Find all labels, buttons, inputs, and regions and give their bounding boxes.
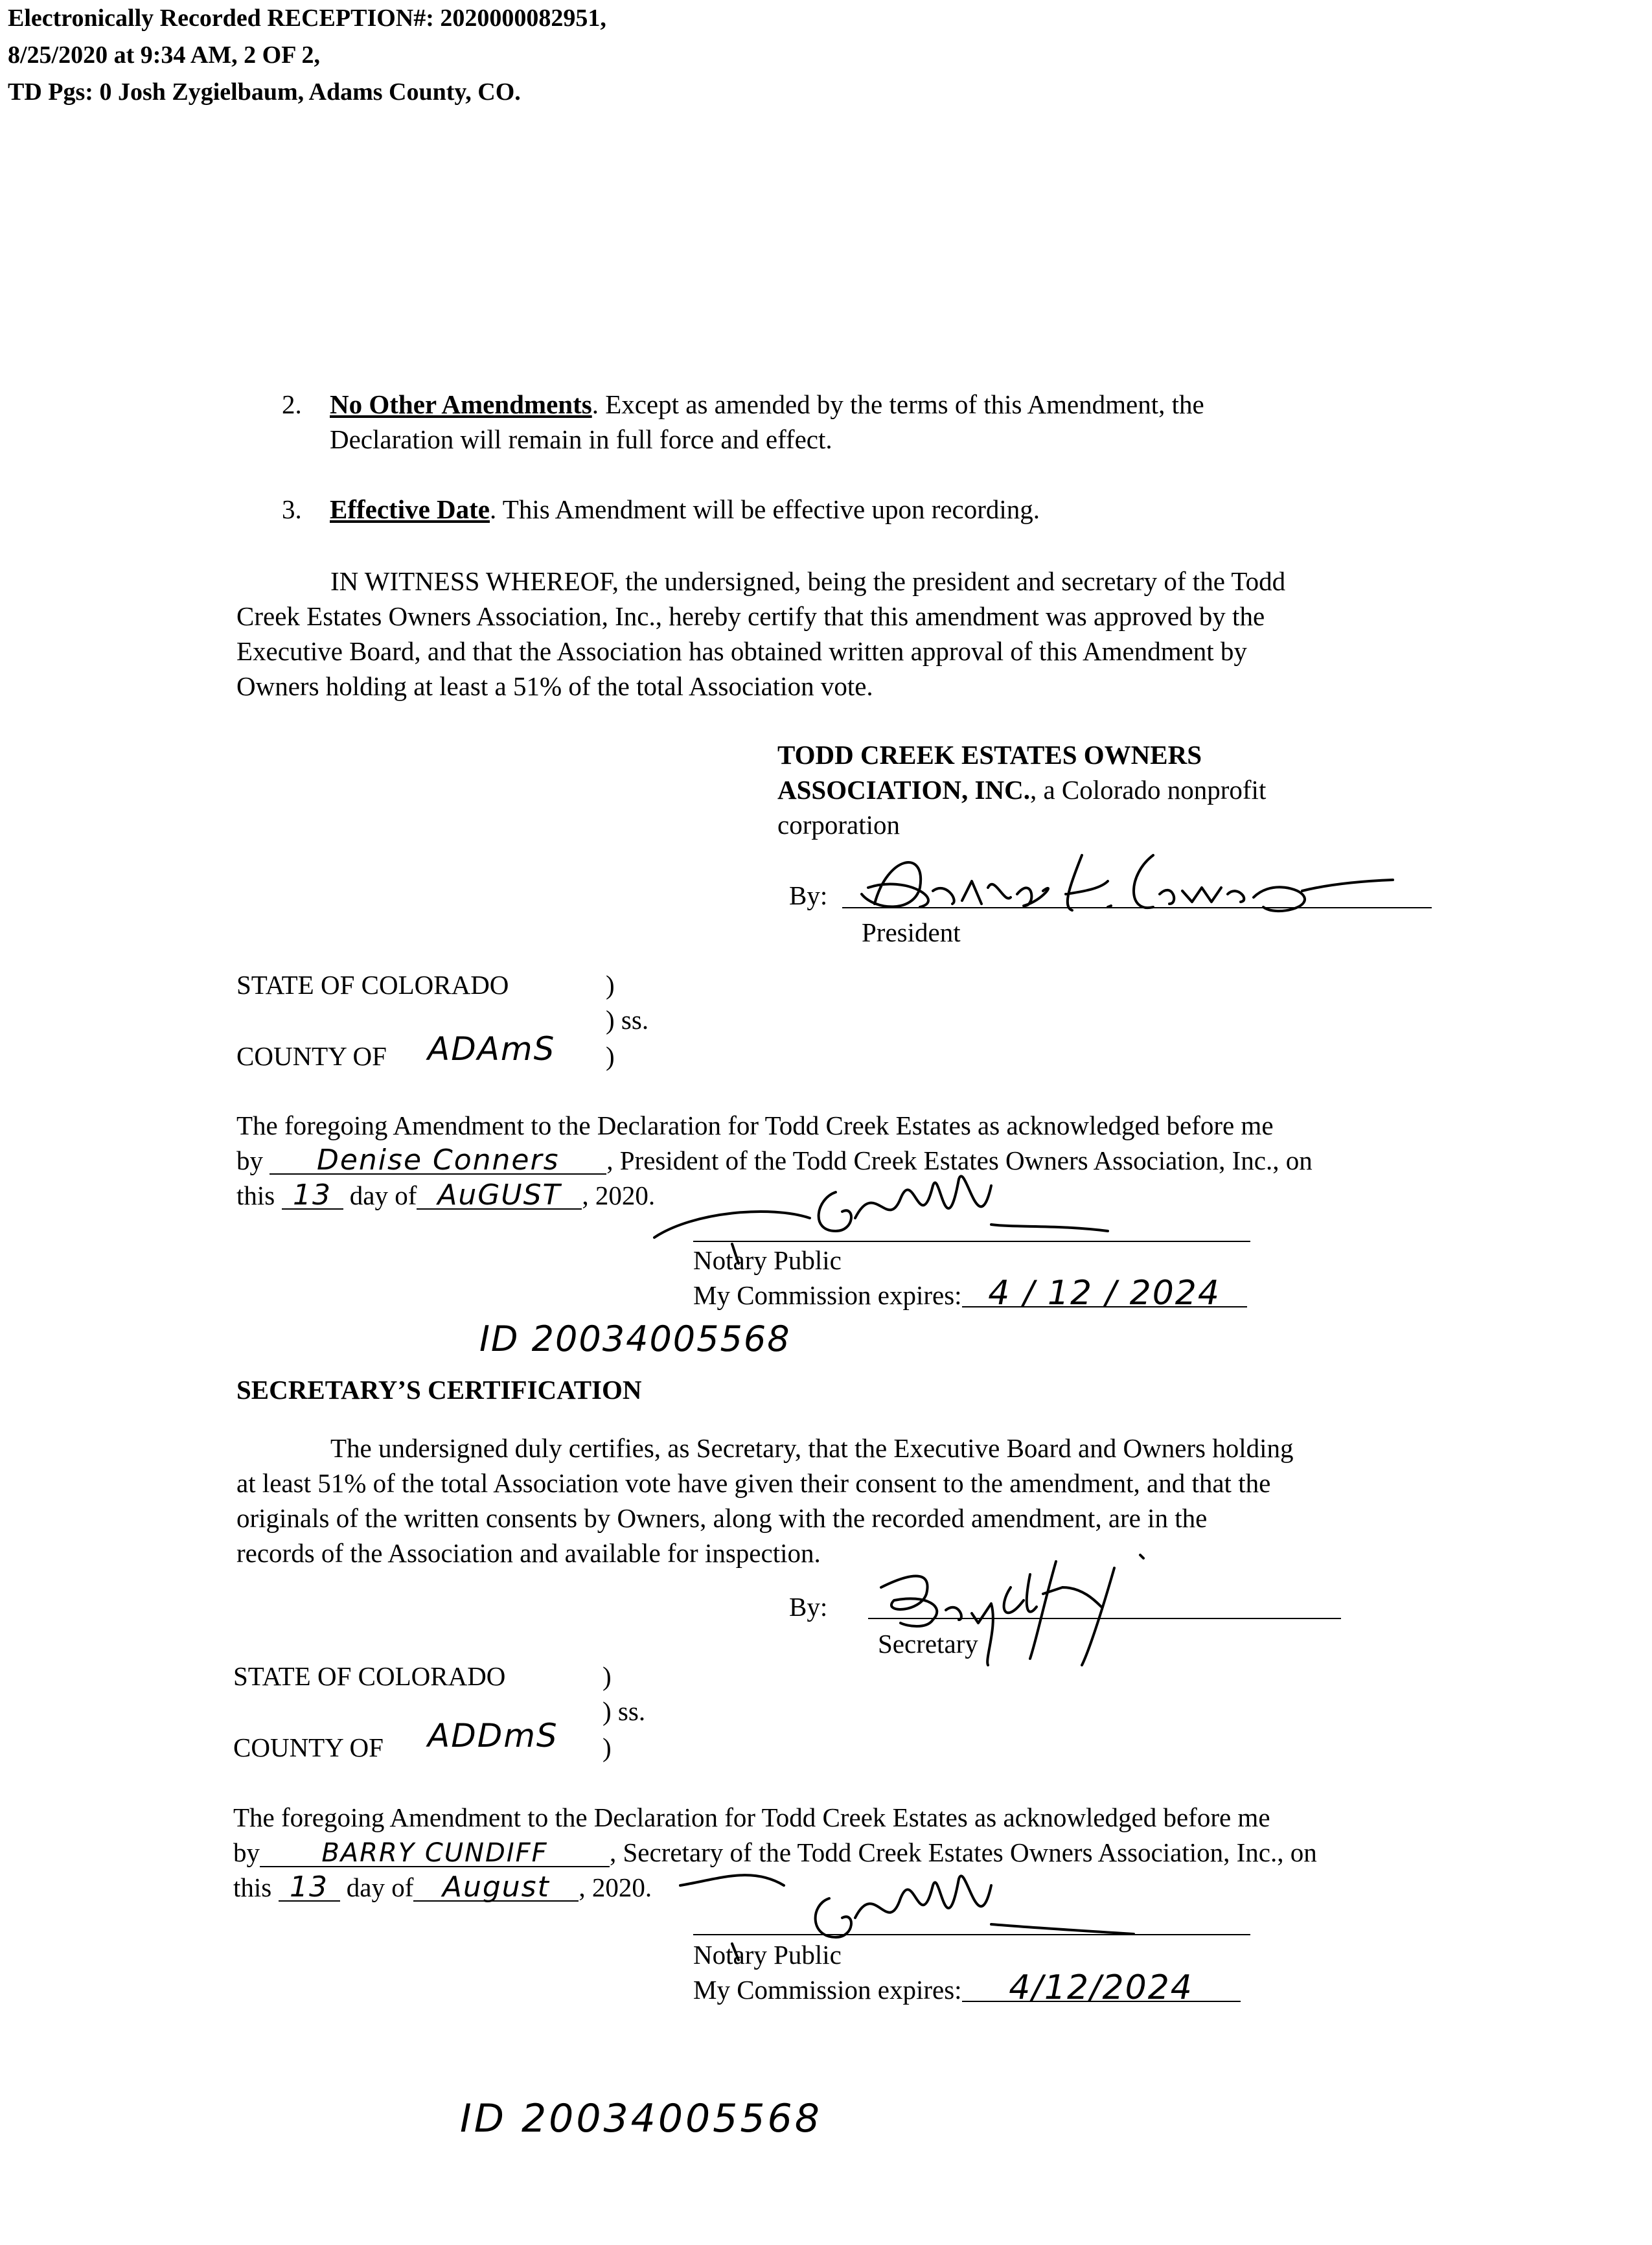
notary-1-expires-handwritten: 4 / 12 / 2024 [962, 1280, 1247, 1307]
notary-2-commission-label: My Commission expires: [693, 1975, 962, 2005]
association-block [777, 737, 1266, 842]
ack-1-line-1: The foregoing Amendment to the Declaration for Todd Creek Estates as acknowledged before me [236, 1111, 1274, 1140]
ack-2-name-handwritten: BARRY CUNDIFF [260, 1840, 610, 1867]
recording-header-line-3: TD Pgs: 0 Josh Zygielbaum, Adams County, CO. [8, 78, 521, 106]
witness-line-2: Creek Estates Owners Association, Inc., hereby certify that this amendment was approved by the [236, 601, 1265, 631]
president-by-label: By: [789, 881, 828, 910]
item-2-title: No Other Amendments [330, 389, 592, 419]
witness-line-1: IN WITNESS WHEREOF, the undersigned, being the president and secretary of the Todd [330, 566, 1286, 596]
recording-header-line-2: 8/25/2020 at 9:34 AM, 2 OF 2, [8, 41, 320, 69]
venue-1-county-handwritten: ADAmS [428, 1030, 556, 1068]
witness-line-4: Owners holding at least a 51% of the total Association vote. [236, 671, 873, 701]
notary-1-label: Notary Public [693, 1245, 842, 1275]
association-name-2: ASSOCIATION, INC. [777, 775, 1030, 805]
ack-2-line-3 [233, 1870, 652, 1905]
ack-1-day-of: day of [349, 1180, 417, 1210]
venue-1-paren-1: ) [606, 970, 615, 1000]
witness-paragraph [236, 564, 1285, 704]
notary-1-id-handwritten: ID 20034005568 [479, 1318, 791, 1359]
venue-2-county-label: COUNTY OF [233, 1733, 384, 1762]
item-2-text-2: Declaration will remain in full force and effect. [330, 424, 832, 454]
venue-1-paren-3: ) [606, 1041, 615, 1071]
notary-1-commission [693, 1274, 1247, 1313]
venue-1-county-label: COUNTY OF [236, 1041, 387, 1071]
ack-1-month-handwritten: AuGUST [417, 1182, 582, 1210]
secretary-heading: SECRETARY’S CERTIFICATION [236, 1375, 642, 1405]
secretary-line-2: at least 51% of the total Association vote have given their consent to the amendment, and that the [236, 1468, 1271, 1498]
notary-2-expires-handwritten: 4/12/2024 [962, 1975, 1241, 2002]
item-2 [282, 387, 1204, 457]
ack-2-line-1: The foregoing Amendment to the Declaration for Todd Creek Estates as acknowledged before me [233, 1802, 1270, 1832]
secretary-line-4: records of the Association and available for inspection. [236, 1538, 821, 1568]
ack-1-line-3 [236, 1178, 655, 1213]
secretary-label: Secretary [878, 1629, 978, 1659]
venue-2-paren-1: ) [602, 1661, 612, 1691]
ack-2-after-name: , Secretary of the Todd Creek Estates Owners Association, Inc., on [610, 1837, 1317, 1867]
recording-header [8, 0, 606, 111]
ack-2-by: by [233, 1837, 260, 1867]
ack-1-this: this [236, 1180, 275, 1210]
witness-line-3: Executive Board, and that the Association has obtained written approval of this Amendment by [236, 636, 1247, 666]
item-3-title: Effective Date [330, 494, 490, 524]
notary-2-commission [693, 1968, 1241, 2007]
item-3 [282, 492, 1040, 527]
ack-1-name-handwritten: Denise Conners [270, 1147, 606, 1175]
recording-header-line-1: Electronically Recorded RECEPTION#: 2020000082951, [8, 5, 606, 32]
ack-2-year: , 2020. [579, 1872, 652, 1902]
ack-1-by: by [236, 1146, 263, 1175]
president-label: President [862, 917, 961, 947]
ack-1-year: , 2020. [582, 1180, 656, 1210]
ack-2-day-handwritten: 13 [279, 1874, 340, 1902]
item-2-number: 2. [282, 389, 302, 419]
ack-2-this: this [233, 1872, 272, 1902]
secretary-line-1: The undersigned duly certifies, as Secretary, that the Executive Board and Owners holding [330, 1433, 1294, 1463]
association-name-1: TODD CREEK ESTATES OWNERS [777, 740, 1202, 770]
venue-2-county-handwritten: ADDmS [428, 1717, 558, 1755]
item-3-text: . This Amendment will be effective upon recording. [490, 494, 1040, 524]
ack-1-day-handwritten: 13 [282, 1182, 343, 1210]
venue-1-state: STATE OF COLORADO [236, 970, 509, 1000]
association-desc-1: , a Colorado nonprofit [1029, 775, 1267, 805]
secretary-by-label: By: [789, 1592, 828, 1622]
ack-2-month-handwritten: August [413, 1874, 579, 1902]
ack-1-after-name: , President of the Todd Creek Estates Owners Association, Inc., on [606, 1146, 1313, 1175]
venue-2-paren-3: ) [602, 1733, 612, 1762]
venue-2-state: STATE OF COLORADO [233, 1661, 506, 1691]
notary-1-commission-label: My Commission expires: [693, 1280, 962, 1310]
venue-1-ss: ) ss. [606, 1005, 649, 1035]
venue-2-ss: ) ss. [602, 1696, 646, 1726]
association-desc-2: corporation [777, 810, 900, 840]
ack-2-day-of: day of [346, 1872, 414, 1902]
item-2-text-1: . Except as amended by the terms of this Amendment, the [591, 389, 1204, 419]
item-3-number: 3. [282, 494, 302, 524]
notary-2-label: Notary Public [693, 1940, 842, 1970]
footer-id-handwritten: ID 20034005568 [460, 2096, 822, 2141]
secretary-line-3: originals of the written consents by Owners, along with the recorded amendment, are in the [236, 1503, 1208, 1533]
